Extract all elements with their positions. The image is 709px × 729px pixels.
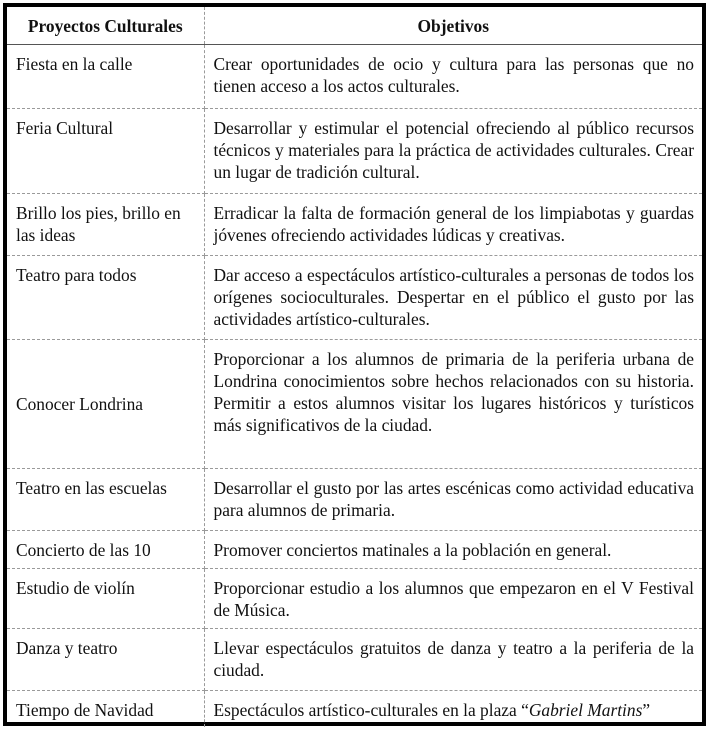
table-row [7,340,702,469]
project-cell: Teatro para todos [7,256,204,340]
project-cell: Teatro en las escuelas [7,469,204,531]
objective-italic-text: Gabriel Martins [528,700,643,720]
table-row [7,691,702,727]
table-row [7,569,702,629]
table-row [7,109,702,194]
objective-cell: Proporcionar a los alumnos de primaria de la periferia urbana de Londrina conocimientos sobre hechos relacionados con su historia. Permitir a estos alumnos visitar los lugares históricos y turísticos más significativos de la ciudad. [204,340,702,469]
objective-cell: Desarrollar y estimular el potencial ofreciendo al público recursos técnicos y materiales para la práctica de actividades culturales. Crear un lugar de tradición cultural. [204,109,702,194]
table-row [7,469,702,531]
header-row [7,7,702,45]
table-row [7,256,702,340]
header-objectives: Objetivos [204,7,702,45]
table-row [7,531,702,569]
table-row [7,194,702,256]
objective-closing-quote: ” [642,700,651,720]
project-cell: Concierto de las 10 [7,531,204,569]
project-cell: Fiesta en la calle [7,45,204,109]
project-cell: Brillo los pies, brillo en las ideas [7,194,204,256]
objective-text: Espectáculos artístico-culturales en la plaza “ [213,700,529,720]
project-cell: Danza y teatro [7,629,204,691]
project-cell: Tiempo de Navidad [7,691,204,727]
objective-cell: Proporcionar estudio a los alumnos que empezaron en el V Festival de Música. [204,569,702,629]
table-frame [3,3,706,726]
header-projects: Proyectos Culturales [7,7,204,45]
objective-cell: Dar acceso a espectáculos artístico-culturales a personas de todos los orígenes socioculturales. Despertar en el público el gusto por las actividades artístico-culturales. [204,256,702,340]
table-row [7,629,702,691]
objective-cell: Desarrollar el gusto por las artes escénicas como actividad educativa para alumnos de primaria. [204,469,702,531]
table-row [7,45,702,109]
objective-cell: Promover conciertos matinales a la población en general. [204,531,702,569]
objective-cell [204,691,702,727]
projects-table [7,7,702,727]
objective-cell: Crear oportunidades de ocio y cultura para las personas que no tienen acceso a los actos culturales. [204,45,702,109]
objective-cell: Llevar espectáculos gratuitos de danza y teatro a la periferia de la ciudad. [204,629,702,691]
project-cell: Conocer Londrina [7,340,204,469]
project-cell: Feria Cultural [7,109,204,194]
objective-cell: Erradicar la falta de formación general de los limpiabotas y guardas jóvenes ofreciendo actividades lúdicas y creativas. [204,194,702,256]
project-cell: Estudio de violín [7,569,204,629]
